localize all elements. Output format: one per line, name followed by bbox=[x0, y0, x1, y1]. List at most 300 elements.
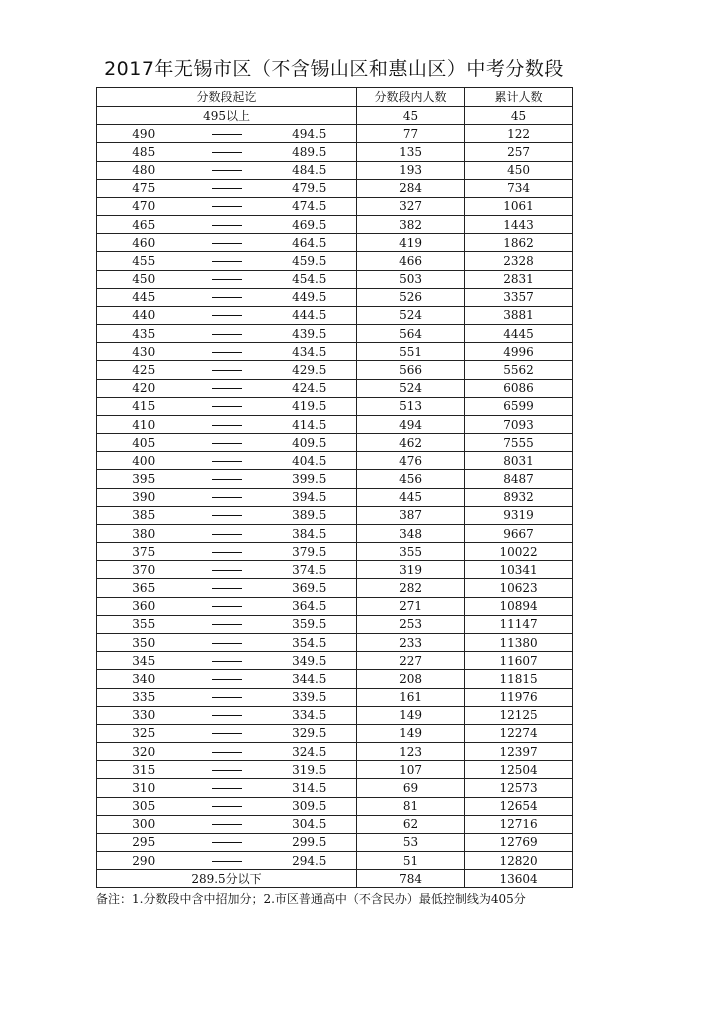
cell-range-high: 359.5 bbox=[263, 615, 357, 633]
cell-cumulative: 9667 bbox=[465, 524, 573, 542]
cell-count: 282 bbox=[357, 579, 465, 597]
range-dash-line bbox=[212, 842, 242, 843]
cell-range-dash bbox=[191, 688, 263, 706]
table-row bbox=[97, 706, 573, 724]
cell-range-low: 420 bbox=[97, 379, 191, 397]
cell-range-low: 360 bbox=[97, 597, 191, 615]
cell-range-dash bbox=[191, 470, 263, 488]
page-title: 2017年无锡市区（不含锡山区和惠山区）中考分数段 bbox=[104, 58, 564, 80]
cell-count: 524 bbox=[357, 379, 465, 397]
cell-range-high: 369.5 bbox=[263, 579, 357, 597]
cell-range-dash bbox=[191, 833, 263, 851]
table-row bbox=[97, 597, 573, 615]
table-row bbox=[97, 361, 573, 379]
cell-range-high: 409.5 bbox=[263, 434, 357, 452]
cell-range-dash bbox=[191, 143, 263, 161]
cell-range-label: 289.5分以下 bbox=[97, 870, 357, 888]
range-dash-line bbox=[212, 733, 242, 734]
cell-range-high: 364.5 bbox=[263, 597, 357, 615]
cell-range-low: 435 bbox=[97, 325, 191, 343]
cell-cumulative: 4996 bbox=[465, 343, 573, 361]
cell-range-low: 475 bbox=[97, 179, 191, 197]
cell-cumulative: 13604 bbox=[465, 870, 573, 888]
cell-count: 193 bbox=[357, 161, 465, 179]
table-row bbox=[97, 397, 573, 415]
cell-count: 476 bbox=[357, 452, 465, 470]
cell-count: 355 bbox=[357, 543, 465, 561]
cell-cumulative: 122 bbox=[465, 125, 573, 143]
table-row bbox=[97, 743, 573, 761]
table-row bbox=[97, 179, 573, 197]
cell-count: 566 bbox=[357, 361, 465, 379]
cell-range-low: 410 bbox=[97, 415, 191, 433]
range-dash-line bbox=[212, 861, 242, 862]
cell-cumulative: 7555 bbox=[465, 434, 573, 452]
range-dash-line bbox=[212, 770, 242, 771]
cell-range-high: 319.5 bbox=[263, 761, 357, 779]
cell-range-low: 380 bbox=[97, 524, 191, 542]
cell-range-dash bbox=[191, 633, 263, 651]
cell-cumulative: 10022 bbox=[465, 543, 573, 561]
table-row bbox=[97, 561, 573, 579]
cell-range-high: 434.5 bbox=[263, 343, 357, 361]
range-dash-line bbox=[212, 715, 242, 716]
cell-cumulative: 1061 bbox=[465, 197, 573, 215]
cell-cumulative: 11380 bbox=[465, 633, 573, 651]
cell-range-high: 324.5 bbox=[263, 743, 357, 761]
cell-range-low: 320 bbox=[97, 743, 191, 761]
cell-range-low: 405 bbox=[97, 434, 191, 452]
cell-range-low: 465 bbox=[97, 216, 191, 234]
cell-range-dash bbox=[191, 343, 263, 361]
range-dash-line bbox=[212, 552, 242, 553]
cell-range-low: 415 bbox=[97, 397, 191, 415]
cell-range-dash bbox=[191, 779, 263, 797]
range-dash-line bbox=[212, 406, 242, 407]
cell-range-dash bbox=[191, 506, 263, 524]
cell-cumulative: 8487 bbox=[465, 470, 573, 488]
cell-range-dash bbox=[191, 815, 263, 833]
cell-range-high: 479.5 bbox=[263, 179, 357, 197]
cell-count: 348 bbox=[357, 524, 465, 542]
cell-range-high: 494.5 bbox=[263, 125, 357, 143]
cell-range-dash bbox=[191, 415, 263, 433]
cell-count: 81 bbox=[357, 797, 465, 815]
cell-count: 233 bbox=[357, 633, 465, 651]
cell-range-high: 339.5 bbox=[263, 688, 357, 706]
cell-range-high: 469.5 bbox=[263, 216, 357, 234]
range-dash-line bbox=[212, 188, 242, 189]
cell-cumulative: 2831 bbox=[465, 270, 573, 288]
table-body bbox=[97, 88, 573, 888]
cell-range-dash bbox=[191, 452, 263, 470]
cell-count: 419 bbox=[357, 234, 465, 252]
cell-range-high: 389.5 bbox=[263, 506, 357, 524]
cell-range-low: 325 bbox=[97, 724, 191, 742]
cell-range-label: 495以上 bbox=[97, 107, 357, 125]
cell-range-dash bbox=[191, 270, 263, 288]
cell-cumulative: 11815 bbox=[465, 670, 573, 688]
cell-range-low: 460 bbox=[97, 234, 191, 252]
cell-cumulative: 8932 bbox=[465, 488, 573, 506]
cell-range-low: 490 bbox=[97, 125, 191, 143]
cell-range-high: 449.5 bbox=[263, 288, 357, 306]
cell-count: 513 bbox=[357, 397, 465, 415]
cell-range-high: 474.5 bbox=[263, 197, 357, 215]
cell-range-low: 305 bbox=[97, 797, 191, 815]
cell-cumulative: 4445 bbox=[465, 325, 573, 343]
cell-count: 161 bbox=[357, 688, 465, 706]
table-row bbox=[97, 234, 573, 252]
cell-cumulative: 3881 bbox=[465, 306, 573, 324]
table-row-bottom bbox=[97, 870, 573, 888]
range-dash-line bbox=[212, 315, 242, 316]
cell-cumulative: 1862 bbox=[465, 234, 573, 252]
table-header-row bbox=[97, 88, 573, 107]
table-row bbox=[97, 415, 573, 433]
cell-range-low: 395 bbox=[97, 470, 191, 488]
cell-count: 784 bbox=[357, 870, 465, 888]
cell-cumulative: 11607 bbox=[465, 652, 573, 670]
cell-range-dash bbox=[191, 543, 263, 561]
range-dash-line bbox=[212, 152, 242, 153]
cell-range-high: 314.5 bbox=[263, 779, 357, 797]
cell-range-high: 299.5 bbox=[263, 833, 357, 851]
cell-cumulative: 2328 bbox=[465, 252, 573, 270]
range-dash-line bbox=[212, 661, 242, 662]
cell-range-low: 310 bbox=[97, 779, 191, 797]
cell-range-high: 429.5 bbox=[263, 361, 357, 379]
cell-range-low: 430 bbox=[97, 343, 191, 361]
cell-cumulative: 6086 bbox=[465, 379, 573, 397]
cell-range-dash bbox=[191, 379, 263, 397]
range-dash-line bbox=[212, 297, 242, 298]
cell-count: 466 bbox=[357, 252, 465, 270]
cell-range-high: 374.5 bbox=[263, 561, 357, 579]
cell-cumulative: 450 bbox=[465, 161, 573, 179]
range-dash-line bbox=[212, 261, 242, 262]
cell-range-high: 454.5 bbox=[263, 270, 357, 288]
range-dash-line bbox=[212, 624, 242, 625]
cell-count: 135 bbox=[357, 143, 465, 161]
header-cumulative: 累计人数 bbox=[465, 88, 573, 107]
range-dash-line bbox=[212, 370, 242, 371]
table-row bbox=[97, 852, 573, 870]
cell-cumulative: 12125 bbox=[465, 706, 573, 724]
table-row bbox=[97, 252, 573, 270]
table-row bbox=[97, 724, 573, 742]
table-row bbox=[97, 343, 573, 361]
table-row bbox=[97, 506, 573, 524]
cell-range-dash bbox=[191, 125, 263, 143]
range-dash-line bbox=[212, 570, 242, 571]
cell-range-high: 394.5 bbox=[263, 488, 357, 506]
range-dash-line bbox=[212, 425, 242, 426]
range-dash-line bbox=[212, 134, 242, 135]
header-count: 分数段内人数 bbox=[357, 88, 465, 107]
cell-count: 327 bbox=[357, 197, 465, 215]
range-dash-line bbox=[212, 479, 242, 480]
cell-count: 107 bbox=[357, 761, 465, 779]
range-dash-line bbox=[212, 279, 242, 280]
range-dash-line bbox=[212, 534, 242, 535]
table-row bbox=[97, 488, 573, 506]
table-row bbox=[97, 524, 573, 542]
table-row bbox=[97, 161, 573, 179]
cell-range-dash bbox=[191, 706, 263, 724]
cell-range-low: 390 bbox=[97, 488, 191, 506]
range-dash-line bbox=[212, 588, 242, 589]
cell-range-low: 375 bbox=[97, 543, 191, 561]
table-row bbox=[97, 452, 573, 470]
cell-range-high: 484.5 bbox=[263, 161, 357, 179]
range-dash-line bbox=[212, 461, 242, 462]
cell-count: 382 bbox=[357, 216, 465, 234]
cell-range-dash bbox=[191, 161, 263, 179]
cell-range-high: 459.5 bbox=[263, 252, 357, 270]
table-row bbox=[97, 833, 573, 851]
cell-cumulative: 10341 bbox=[465, 561, 573, 579]
table-row bbox=[97, 270, 573, 288]
cell-range-dash bbox=[191, 670, 263, 688]
table-row bbox=[97, 688, 573, 706]
cell-cumulative: 10894 bbox=[465, 597, 573, 615]
table-row bbox=[97, 143, 573, 161]
cell-count: 503 bbox=[357, 270, 465, 288]
cell-count: 208 bbox=[357, 670, 465, 688]
cell-cumulative: 12820 bbox=[465, 852, 573, 870]
score-distribution-table bbox=[96, 87, 573, 888]
table-row bbox=[97, 470, 573, 488]
table-row bbox=[97, 615, 573, 633]
cell-cumulative: 12504 bbox=[465, 761, 573, 779]
cell-cumulative: 7093 bbox=[465, 415, 573, 433]
cell-cumulative: 12274 bbox=[465, 724, 573, 742]
cell-cumulative: 12397 bbox=[465, 743, 573, 761]
cell-cumulative: 8031 bbox=[465, 452, 573, 470]
cell-count: 462 bbox=[357, 434, 465, 452]
table-row bbox=[97, 797, 573, 815]
cell-range-high: 379.5 bbox=[263, 543, 357, 561]
table-row bbox=[97, 543, 573, 561]
table-row bbox=[97, 197, 573, 215]
cell-count: 494 bbox=[357, 415, 465, 433]
cell-range-dash bbox=[191, 579, 263, 597]
table-row bbox=[97, 779, 573, 797]
table-row bbox=[97, 379, 573, 397]
cell-range-high: 384.5 bbox=[263, 524, 357, 542]
cell-cumulative: 6599 bbox=[465, 397, 573, 415]
table-row bbox=[97, 633, 573, 651]
cell-range-low: 455 bbox=[97, 252, 191, 270]
footnote: 备注：1.分数段中含中招加分；2.市区普通高中（不含民办）最低控制线为405分 bbox=[96, 892, 526, 906]
cell-range-high: 404.5 bbox=[263, 452, 357, 470]
range-dash-line bbox=[212, 643, 242, 644]
cell-count: 149 bbox=[357, 724, 465, 742]
cell-range-high: 399.5 bbox=[263, 470, 357, 488]
cell-range-dash bbox=[191, 434, 263, 452]
cell-range-high: 414.5 bbox=[263, 415, 357, 433]
cell-cumulative: 734 bbox=[465, 179, 573, 197]
cell-range-dash bbox=[191, 852, 263, 870]
cell-count: 551 bbox=[357, 343, 465, 361]
cell-count: 45 bbox=[357, 107, 465, 125]
cell-range-low: 365 bbox=[97, 579, 191, 597]
cell-range-dash bbox=[191, 615, 263, 633]
cell-range-low: 480 bbox=[97, 161, 191, 179]
cell-count: 271 bbox=[357, 597, 465, 615]
range-dash-line bbox=[212, 206, 242, 207]
range-dash-line bbox=[212, 388, 242, 389]
range-dash-line bbox=[212, 170, 242, 171]
cell-count: 123 bbox=[357, 743, 465, 761]
cell-range-high: 424.5 bbox=[263, 379, 357, 397]
table-row bbox=[97, 670, 573, 688]
table-row bbox=[97, 325, 573, 343]
cell-count: 77 bbox=[357, 125, 465, 143]
cell-range-low: 345 bbox=[97, 652, 191, 670]
cell-range-dash bbox=[191, 234, 263, 252]
table-row bbox=[97, 216, 573, 234]
cell-range-low: 295 bbox=[97, 833, 191, 851]
cell-range-dash bbox=[191, 179, 263, 197]
cell-range-low: 350 bbox=[97, 633, 191, 651]
cell-range-high: 419.5 bbox=[263, 397, 357, 415]
range-dash-line bbox=[212, 806, 242, 807]
cell-count: 53 bbox=[357, 833, 465, 851]
cell-count: 51 bbox=[357, 852, 465, 870]
cell-range-low: 440 bbox=[97, 306, 191, 324]
cell-range-dash bbox=[191, 216, 263, 234]
cell-range-high: 349.5 bbox=[263, 652, 357, 670]
cell-cumulative: 5562 bbox=[465, 361, 573, 379]
cell-range-low: 335 bbox=[97, 688, 191, 706]
cell-range-high: 439.5 bbox=[263, 325, 357, 343]
cell-range-high: 344.5 bbox=[263, 670, 357, 688]
table-row bbox=[97, 761, 573, 779]
table-row bbox=[97, 434, 573, 452]
cell-range-dash bbox=[191, 252, 263, 270]
cell-range-dash bbox=[191, 761, 263, 779]
table-row-top bbox=[97, 107, 573, 125]
cell-range-dash bbox=[191, 524, 263, 542]
cell-count: 524 bbox=[357, 306, 465, 324]
cell-range-high: 304.5 bbox=[263, 815, 357, 833]
cell-count: 62 bbox=[357, 815, 465, 833]
cell-range-low: 330 bbox=[97, 706, 191, 724]
cell-cumulative: 12654 bbox=[465, 797, 573, 815]
cell-count: 445 bbox=[357, 488, 465, 506]
cell-count: 227 bbox=[357, 652, 465, 670]
cell-range-low: 400 bbox=[97, 452, 191, 470]
cell-range-high: 334.5 bbox=[263, 706, 357, 724]
range-dash-line bbox=[212, 443, 242, 444]
range-dash-line bbox=[212, 352, 242, 353]
cell-range-low: 450 bbox=[97, 270, 191, 288]
cell-cumulative: 9319 bbox=[465, 506, 573, 524]
cell-count: 456 bbox=[357, 470, 465, 488]
cell-count: 69 bbox=[357, 779, 465, 797]
cell-range-dash bbox=[191, 397, 263, 415]
range-dash-line bbox=[212, 497, 242, 498]
range-dash-line bbox=[212, 334, 242, 335]
cell-range-dash bbox=[191, 797, 263, 815]
table-row bbox=[97, 815, 573, 833]
cell-range-dash bbox=[191, 361, 263, 379]
range-dash-line bbox=[212, 788, 242, 789]
header-score-range: 分数段起讫 bbox=[97, 88, 357, 107]
range-dash-line bbox=[212, 679, 242, 680]
cell-cumulative: 10623 bbox=[465, 579, 573, 597]
range-dash-line bbox=[212, 752, 242, 753]
cell-range-high: 294.5 bbox=[263, 852, 357, 870]
cell-range-dash bbox=[191, 488, 263, 506]
cell-range-high: 444.5 bbox=[263, 306, 357, 324]
cell-range-low: 370 bbox=[97, 561, 191, 579]
range-dash-line bbox=[212, 606, 242, 607]
cell-range-dash bbox=[191, 325, 263, 343]
cell-range-dash bbox=[191, 597, 263, 615]
cell-count: 564 bbox=[357, 325, 465, 343]
table-row bbox=[97, 579, 573, 597]
cell-cumulative: 12769 bbox=[465, 833, 573, 851]
cell-range-high: 489.5 bbox=[263, 143, 357, 161]
cell-range-dash bbox=[191, 743, 263, 761]
cell-range-dash bbox=[191, 561, 263, 579]
cell-range-low: 445 bbox=[97, 288, 191, 306]
cell-range-low: 300 bbox=[97, 815, 191, 833]
cell-cumulative: 1443 bbox=[465, 216, 573, 234]
cell-range-high: 309.5 bbox=[263, 797, 357, 815]
cell-range-dash bbox=[191, 288, 263, 306]
cell-count: 149 bbox=[357, 706, 465, 724]
cell-range-low: 470 bbox=[97, 197, 191, 215]
table-row bbox=[97, 288, 573, 306]
cell-range-dash bbox=[191, 652, 263, 670]
cell-range-dash bbox=[191, 724, 263, 742]
cell-cumulative: 257 bbox=[465, 143, 573, 161]
cell-range-low: 340 bbox=[97, 670, 191, 688]
cell-count: 526 bbox=[357, 288, 465, 306]
table-row bbox=[97, 652, 573, 670]
cell-cumulative: 3357 bbox=[465, 288, 573, 306]
table-row bbox=[97, 306, 573, 324]
cell-range-high: 464.5 bbox=[263, 234, 357, 252]
cell-range-high: 329.5 bbox=[263, 724, 357, 742]
cell-range-low: 485 bbox=[97, 143, 191, 161]
cell-count: 387 bbox=[357, 506, 465, 524]
cell-count: 253 bbox=[357, 615, 465, 633]
cell-cumulative: 12716 bbox=[465, 815, 573, 833]
range-dash-line bbox=[212, 225, 242, 226]
table-row bbox=[97, 125, 573, 143]
cell-cumulative: 12573 bbox=[465, 779, 573, 797]
range-dash-line bbox=[212, 697, 242, 698]
cell-cumulative: 45 bbox=[465, 107, 573, 125]
cell-range-high: 354.5 bbox=[263, 633, 357, 651]
cell-cumulative: 11976 bbox=[465, 688, 573, 706]
cell-cumulative: 11147 bbox=[465, 615, 573, 633]
cell-range-low: 425 bbox=[97, 361, 191, 379]
cell-range-dash bbox=[191, 197, 263, 215]
cell-range-low: 290 bbox=[97, 852, 191, 870]
cell-count: 319 bbox=[357, 561, 465, 579]
cell-range-low: 385 bbox=[97, 506, 191, 524]
range-dash-line bbox=[212, 243, 242, 244]
cell-range-low: 355 bbox=[97, 615, 191, 633]
cell-range-dash bbox=[191, 306, 263, 324]
cell-count: 284 bbox=[357, 179, 465, 197]
